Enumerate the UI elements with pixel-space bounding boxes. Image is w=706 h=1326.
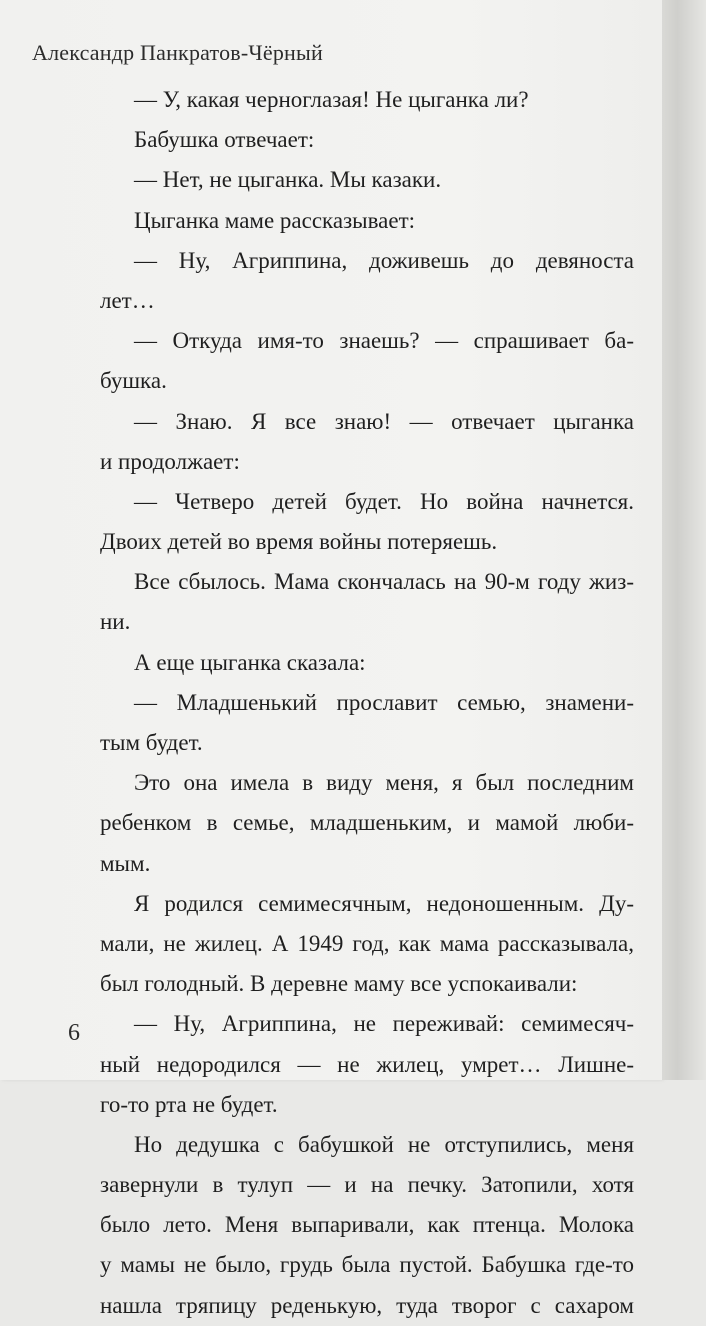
- text-line: был голодный. В деревне маму все успокаивали:: [100, 971, 578, 997]
- text-line: нашла тряпицу реденькую, туда творог с сахаром: [100, 1292, 634, 1318]
- text-line: и продолжает:: [100, 448, 240, 474]
- text-line: — У, какая черноглазая! Не цыганка ли?: [134, 87, 529, 112]
- text-line: мым.: [100, 850, 151, 876]
- text-line: — Ну, Агриппина, не переживай: семимесяч-: [134, 1011, 634, 1037]
- page-number: 6: [68, 1020, 80, 1046]
- text-line: Бабушка отвечает:: [134, 127, 315, 153]
- text-line: — Откуда имя-то знаешь? — спрашивает ба-: [134, 328, 634, 354]
- text-line: Но дедушка с бабушкой не отступились, меня: [134, 1131, 634, 1157]
- text-line: завернули в тулуп — и на печку. Затопили, хотя: [100, 1172, 634, 1198]
- text-line: — Знаю. Я все знаю! — отвечает цыганка: [134, 408, 634, 434]
- body-text: [100, 80, 634, 1326]
- text-line: — Ну, Агриппина, доживешь до девяноста: [134, 247, 634, 273]
- text-line: Цыганка маме рассказывает:: [134, 207, 416, 233]
- text-line: Двоих детей во время войны потеряешь.: [100, 529, 498, 555]
- running-header: Александр Панкратов-Чёрный: [32, 40, 323, 65]
- text-line: Я родился семимесячным, недоношенным. Ду-: [134, 890, 634, 916]
- text-line: Все сбылось. Мама скончалась на 90-м году жиз-: [134, 569, 634, 595]
- text-line: — Нет, не цыганка. Мы казаки.: [134, 167, 442, 193]
- text-line: А еще цыганка сказала:: [134, 649, 366, 675]
- text-line: ный недородился — не жилец, умрет… Лишне-: [100, 1051, 634, 1077]
- text-line: лет…: [100, 287, 155, 313]
- text-line: бушка.: [100, 368, 167, 394]
- text-line: ни.: [100, 609, 131, 635]
- text-line: у мамы не было, грудь была пустой. Бабушка где-то: [100, 1252, 634, 1278]
- text-line: ребенком в семье, младшеньким, и мамой люби-: [100, 810, 634, 836]
- text-line: го-то рта не будет.: [100, 1091, 278, 1117]
- text-line: было лето. Меня выпаривали, как птенца. Молока: [100, 1212, 634, 1238]
- text-line: — Четверо детей будет. Но война начнется.: [134, 488, 634, 514]
- text-line: Это она имела в виду меня, я был последним: [134, 770, 634, 796]
- text-line: мали, не жилец. А 1949 год, как мама рассказывала,: [100, 930, 634, 956]
- text-line: тым будет.: [100, 730, 203, 755]
- book-gutter: [662, 0, 706, 1080]
- text-line: — Младшенький прославит семью, знамени-: [134, 689, 634, 715]
